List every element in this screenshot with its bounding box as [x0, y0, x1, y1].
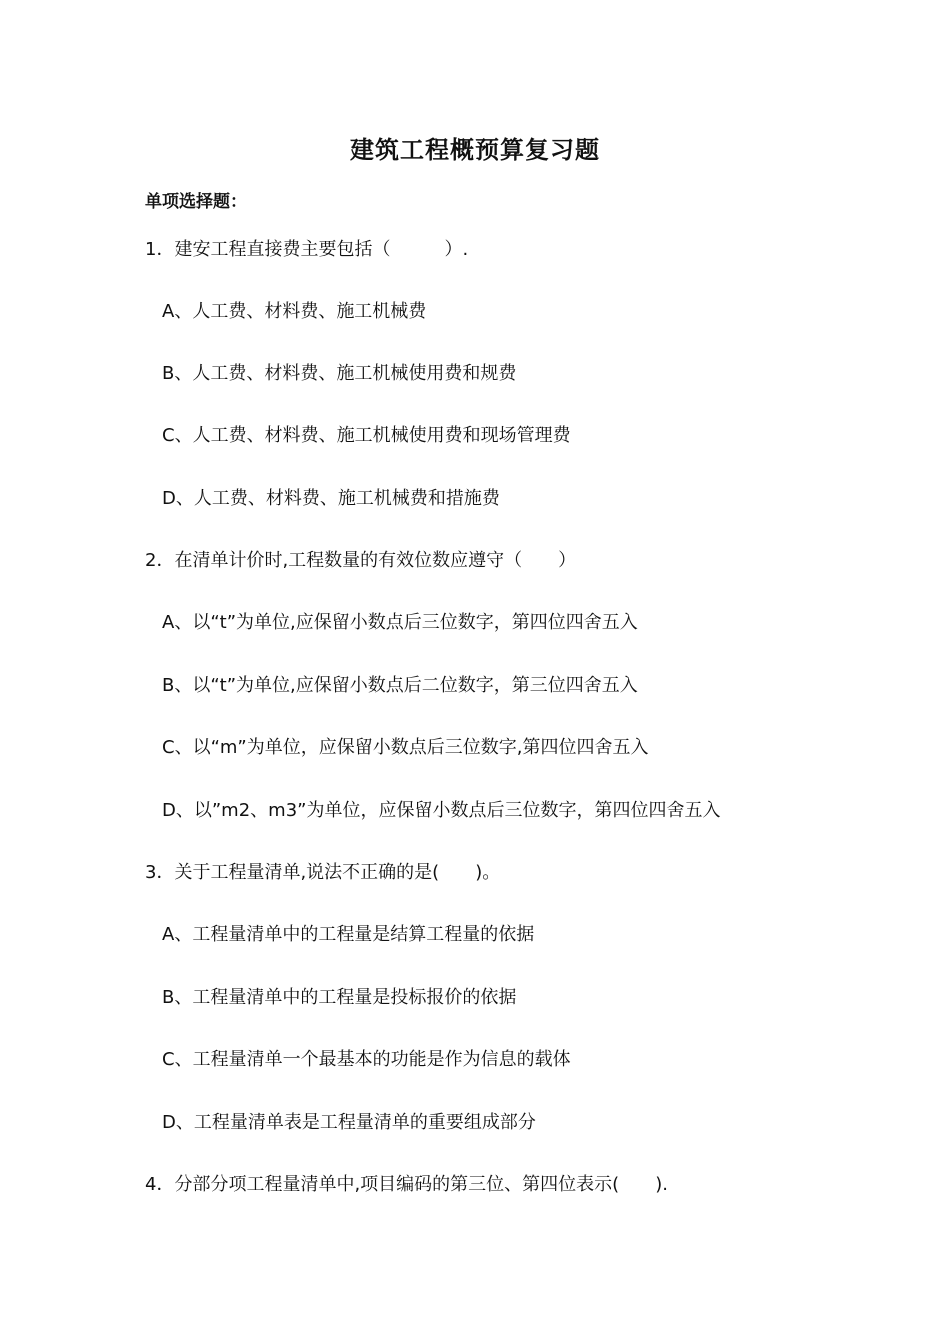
question-3-option-d: D、工程量清单表是工程量清单的重要组成部分: [162, 1112, 536, 1133]
page-title: 建筑工程概预算复习题: [350, 136, 600, 164]
question-1-option-a: A、人工费、材料费、施工机械费: [162, 301, 427, 322]
question-3-option-a: A、工程量清单中的工程量是结算工程量的依据: [162, 924, 535, 945]
question-2-option-d: D、以”m2、m3”为单位，应保留小数点后三位数字，第四位四舍五入: [162, 800, 721, 821]
question-2-option-c: C、以“m”为单位，应保留小数点后三位数字,第四位四舍五入: [162, 737, 649, 758]
question-4: 4．分部分项工程量清单中,项目编码的第三位、第四位表示( ).: [145, 1174, 668, 1195]
question-2-option-b: B、以“t”为单位,应保留小数点后二位数字，第三位四舍五入: [162, 675, 638, 696]
question-2: 2．在清单计价时,工程数量的有效位数应遵守（ ）: [145, 550, 577, 571]
question-2-option-a: A、以“t”为单位,应保留小数点后三位数字，第四位四舍五入: [162, 612, 638, 633]
question-1-option-b: B、人工费、材料费、施工机械使用费和规费: [162, 363, 517, 384]
question-3: 3．关于工程量清单,说法不正确的是( )。: [145, 862, 501, 883]
question-3-option-c: C、工程量清单一个最基本的功能是作为信息的载体: [162, 1049, 571, 1070]
question-3-option-b: B、工程量清单中的工程量是投标报价的依据: [162, 987, 517, 1008]
question-1-option-c: C、人工费、材料费、施工机械使用费和现场管理费: [162, 425, 571, 446]
question-1-option-d: D、人工费、材料费、施工机械费和措施费: [162, 488, 500, 509]
section-heading: 单项选择题：: [145, 192, 247, 212]
question-1: 1．建安工程直接费主要包括（ ）.: [145, 239, 469, 260]
